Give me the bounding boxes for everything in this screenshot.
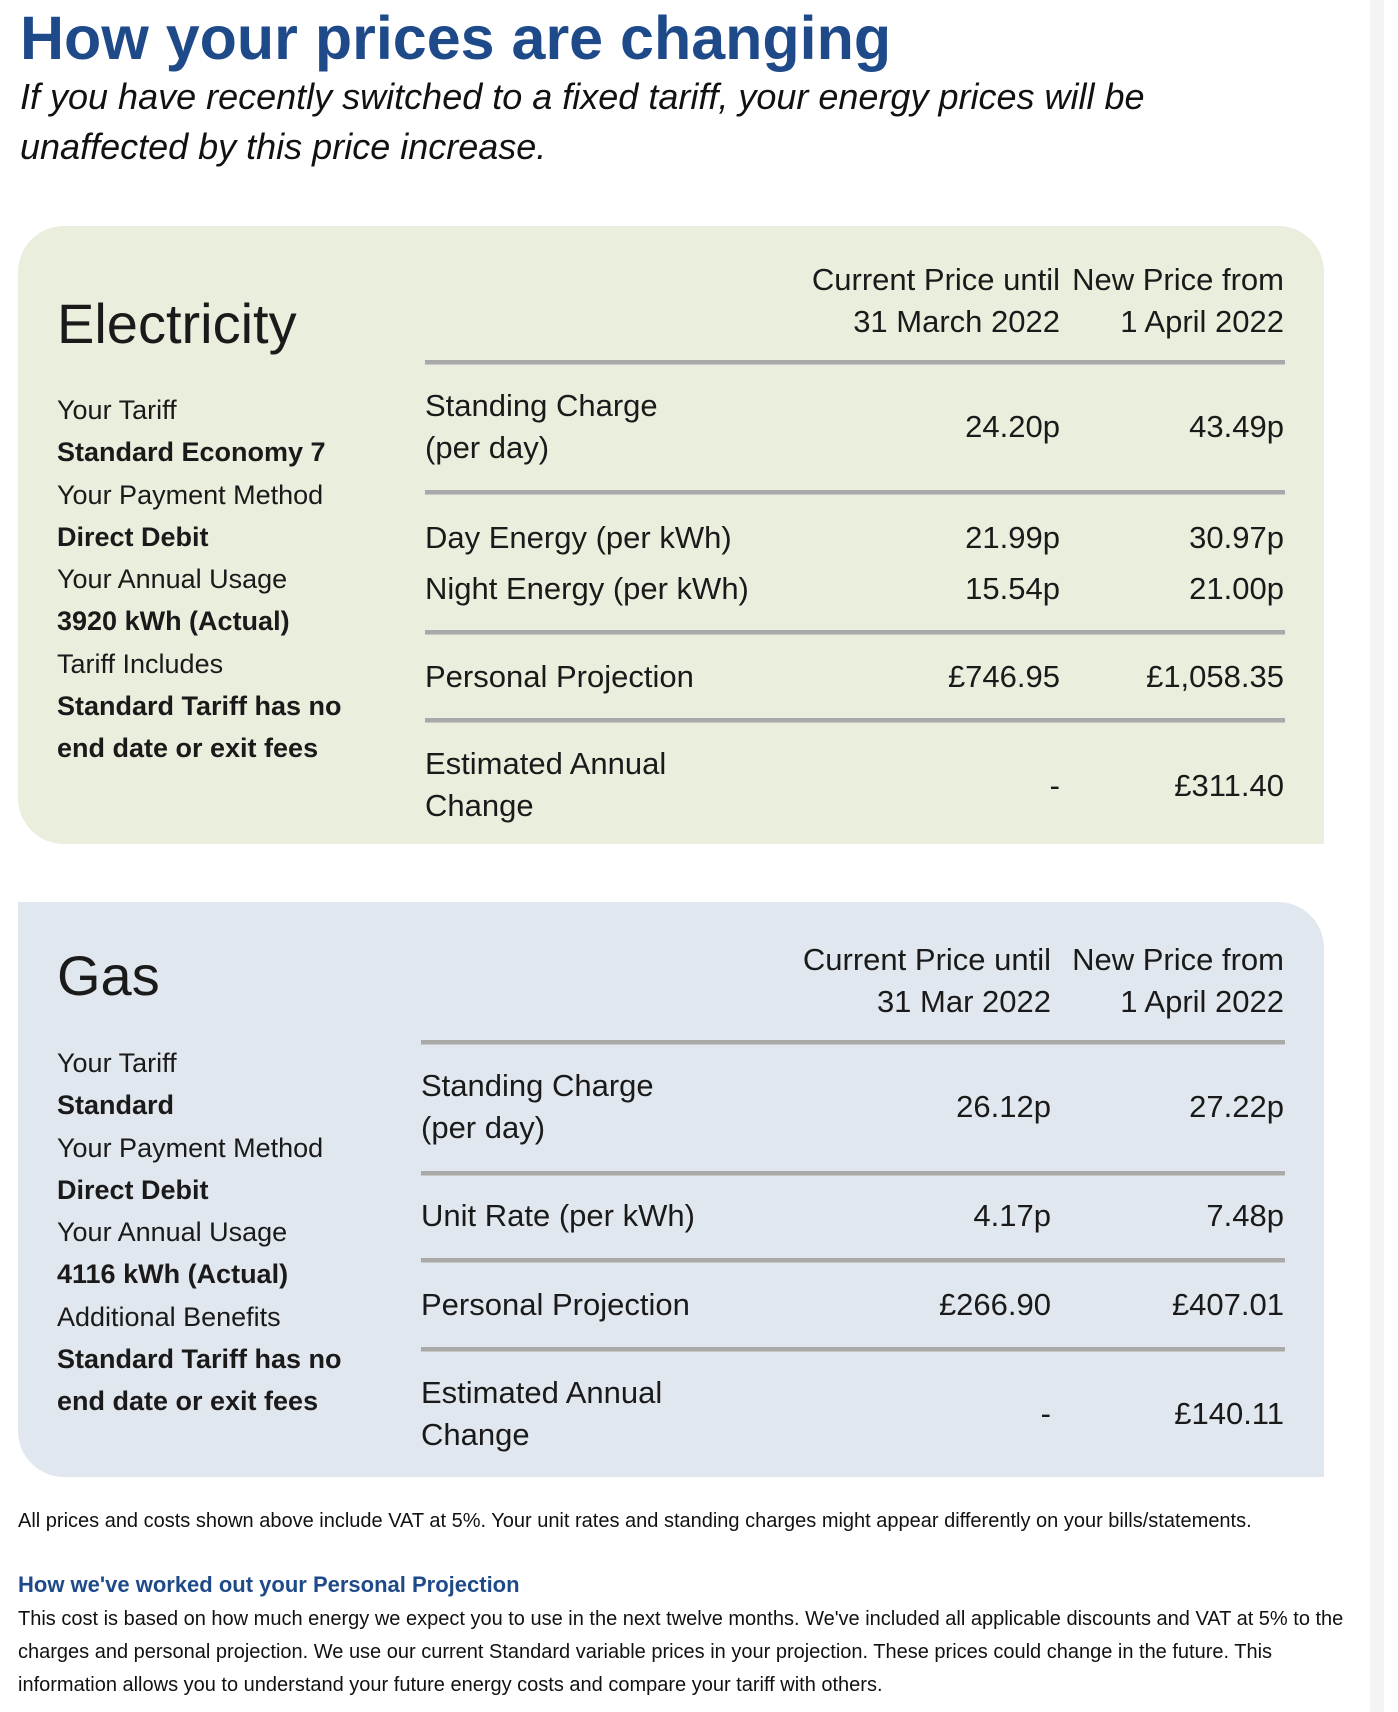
row-label-personal-projection: Personal Projection xyxy=(421,1287,690,1322)
info-label: Your Annual Usage xyxy=(57,1217,288,1248)
info-label: Your Payment Method xyxy=(57,479,324,510)
standing-charge-new: 27.22p xyxy=(1189,1089,1284,1124)
gas-panel xyxy=(18,902,1324,1477)
personal-projection-new: £407.01 xyxy=(1171,1287,1284,1322)
header-line: New Price from xyxy=(1072,262,1284,297)
row-label-line: Standing Charge xyxy=(421,1068,654,1103)
divider xyxy=(421,1171,1285,1176)
info-value: Standard Economy 7 xyxy=(57,437,326,468)
info-value: Standard Tariff has no xyxy=(57,1344,342,1375)
row-label-standing-charge xyxy=(425,385,658,469)
standing-charge-new: 43.49p xyxy=(1189,409,1284,444)
page-title: How your prices are changing xyxy=(20,4,892,72)
standing-charge-current: 26.12p xyxy=(956,1089,1051,1124)
divider xyxy=(425,718,1285,723)
row-label-personal-projection: Personal Projection xyxy=(425,659,694,694)
night-energy-current: 15.54p xyxy=(965,571,1060,606)
electricity-new-price-header xyxy=(1072,259,1284,343)
page-subtitle: If you have recently switched to a fixed tariff, your energy prices will be unaffected by this price increase. xyxy=(20,76,1145,167)
estimated-annual-change-new: £140.11 xyxy=(1174,1396,1284,1431)
info-value: Direct Debit xyxy=(57,521,209,552)
personal-projection-current: £266.90 xyxy=(938,1287,1051,1322)
header-date: 1 April 2022 xyxy=(1120,304,1284,339)
divider xyxy=(425,490,1285,495)
header-line: New Price from xyxy=(1072,942,1284,977)
info-label: Your Tariff xyxy=(57,395,177,425)
info-value: 4116 kWh (Actual) xyxy=(57,1259,289,1290)
electricity-account-info xyxy=(57,389,342,770)
info-label: Your Annual Usage xyxy=(57,564,288,595)
info-label: Tariff Includes xyxy=(57,648,224,679)
header-date: 1 April 2022 xyxy=(1120,984,1284,1019)
info-value: Standard Tariff has no xyxy=(57,691,342,722)
info-value: end date or exit fees xyxy=(57,733,319,764)
gas-title: Gas xyxy=(57,944,160,1007)
row-label-line: Standing Charge xyxy=(425,388,658,423)
header-line: Current Price until xyxy=(802,942,1051,977)
row-label-estimated-annual-change xyxy=(421,1372,662,1456)
divider xyxy=(425,360,1285,365)
row-label-unit-rate: Unit Rate (per kWh) xyxy=(421,1198,695,1233)
info-label: Your Payment Method xyxy=(57,1132,324,1163)
row-label-line: Estimated Annual xyxy=(425,746,667,781)
day-energy-new: 30.97p xyxy=(1189,520,1284,555)
row-label-day-energy: Day Energy (per kWh) xyxy=(425,520,732,555)
electricity-current-price-header xyxy=(812,259,1060,343)
standing-charge-current: 24.20p xyxy=(965,409,1060,444)
header-date: 31 March 2022 xyxy=(853,304,1060,339)
electricity-title: Electricity xyxy=(57,292,297,355)
info-value: Direct Debit xyxy=(57,1174,209,1205)
night-energy-new: 21.00p xyxy=(1189,571,1284,606)
row-label-line: Change xyxy=(421,1417,530,1452)
row-label-line: (per day) xyxy=(425,430,550,465)
electricity-panel xyxy=(18,226,1324,844)
gas-account-info xyxy=(57,1042,342,1423)
row-label-line: (per day) xyxy=(421,1110,546,1145)
info-label: Additional Benefits xyxy=(57,1301,281,1332)
unit-rate-new: 7.48p xyxy=(1206,1198,1284,1233)
gas-current-price-header xyxy=(803,939,1051,1023)
personal-projection-new: £1,058.35 xyxy=(1146,659,1284,694)
projection-explainer-title: How we've worked out your Personal Projection xyxy=(18,1572,520,1597)
personal-projection-current: £746.95 xyxy=(947,659,1060,694)
info-value: end date or exit fees xyxy=(57,1386,319,1417)
header-date: 31 Mar 2022 xyxy=(876,984,1051,1019)
day-energy-current: 21.99p xyxy=(965,520,1060,555)
estimated-annual-change-new: £311.40 xyxy=(1174,768,1284,803)
divider xyxy=(421,1347,1285,1352)
row-label-line: Estimated Annual xyxy=(421,1375,663,1410)
row-label-night-energy: Night Energy (per kWh) xyxy=(425,571,749,606)
scrollbar-track[interactable] xyxy=(1370,0,1384,1712)
estimated-annual-change-current: - xyxy=(1049,768,1060,803)
info-value: 3920 kWh (Actual) xyxy=(57,606,290,637)
divider xyxy=(421,1258,1285,1263)
row-label-line: Change xyxy=(425,788,534,823)
unit-rate-current: 4.17p xyxy=(973,1198,1051,1233)
row-label-estimated-annual-change xyxy=(425,743,666,827)
info-value: Standard xyxy=(57,1090,175,1121)
vat-footnote: All prices and costs shown above include VAT at 5%. Your unit rates and standing charges might appear differently on your bills/statements. xyxy=(18,1510,1252,1532)
gas-new-price-header xyxy=(1072,939,1284,1023)
info-label: Your Tariff xyxy=(57,1048,177,1078)
header-line: Current Price until xyxy=(811,262,1060,297)
divider xyxy=(421,1040,1285,1045)
projection-explainer-body: This cost is based on how much energy we expect you to use in the next twelve months. We've included all applicable discounts and VAT at 5% to the charges and personal projection. We use our current Standard variable prices in your projection. These prices could change in the future. This information allows you to understand your future energy costs and compare your tariff with others. xyxy=(18,1608,1344,1696)
divider xyxy=(425,630,1285,635)
estimated-annual-change-current: - xyxy=(1040,1396,1051,1431)
row-label-standing-charge xyxy=(421,1065,654,1149)
